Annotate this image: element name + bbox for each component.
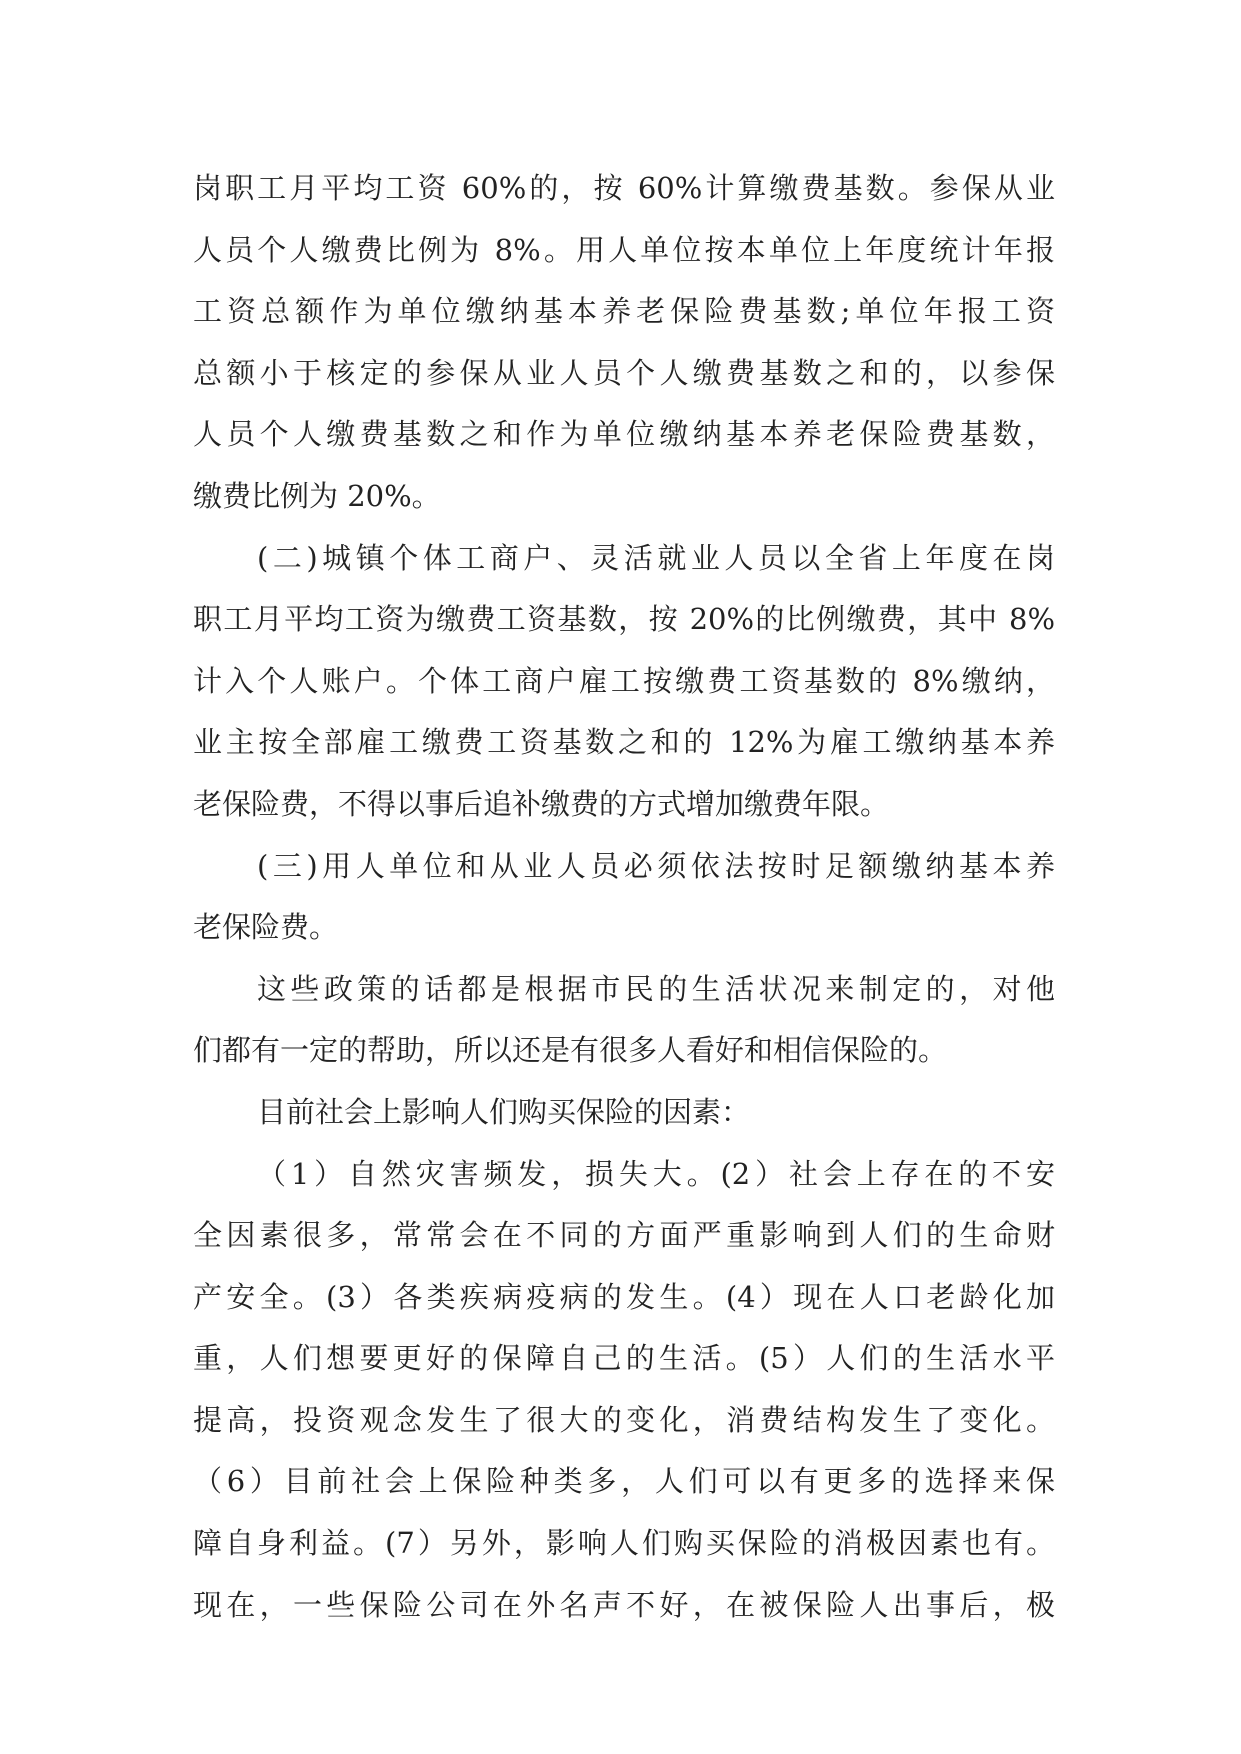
- text-line: 业主按全部雇工缴费工资基数之和的 12%为雇工缴纳基本养: [193, 725, 1055, 760]
- text-line: 提高，投资观念发生了很大的变化，消费结构发生了变化。: [193, 1402, 1055, 1437]
- text-line: 工资总额作为单位缴纳基本养老保险费基数;单位年报工资: [193, 294, 1055, 329]
- text-line: （1）自然灾害频发，损失大。(2）社会上存在的不安: [257, 1156, 1055, 1191]
- document-body: [193, 158, 1055, 1636]
- text-line: 缴费比例为 20%。: [193, 478, 441, 513]
- text-line: （6）目前社会上保险种类多，人们可以有更多的选择来保: [193, 1464, 1055, 1499]
- text-line: 人员个人缴费基数之和作为单位缴纳基本养老保险费基数，: [193, 417, 1055, 452]
- text-line: 们都有一定的帮助，所以还是有很多人看好和相信保险的。: [193, 1033, 948, 1068]
- text-line: 计入个人账户。个体工商户雇工按缴费工资基数的 8%缴纳，: [193, 663, 1055, 698]
- text-line: 现在，一些保险公司在外名声不好，在被保险人出事后，极: [193, 1587, 1055, 1622]
- text-line: (二)城镇个体工商户、灵活就业人员以全省上年度在岗: [257, 540, 1055, 575]
- text-line: 岗职工月平均工资 60%的，按 60%计算缴费基数。参保从业: [193, 171, 1055, 205]
- text-line: (三)用人单位和从业人员必须依法按时足额缴纳基本养: [257, 848, 1055, 883]
- text-line: 职工月平均工资为缴费工资基数，按 20%的比例缴费，其中 8%: [193, 602, 1055, 637]
- text-line: 全因素很多，常常会在不同的方面严重影响到人们的生命财: [193, 1218, 1055, 1253]
- text-line: 人员个人缴费比例为 8%。用人单位按本单位上年度统计年报: [193, 232, 1055, 267]
- text-line: 总额小于核定的参保从业人员个人缴费基数之和的，以参保: [193, 355, 1055, 390]
- text-line: 障自身利益。(7）另外，影响人们购买保险的消极因素也有。: [193, 1526, 1055, 1561]
- text-line: 目前社会上影响人们购买保险的因素：: [257, 1094, 751, 1129]
- text-line: 这些政策的话都是根据市民的生活状况来制定的，对他: [257, 971, 1055, 1006]
- text-line: 重，人们想要更好的保障自己的生活。(5）人们的生活水平: [193, 1341, 1055, 1376]
- text-line: 老保险费，不得以事后追补缴费的方式增加缴费年限。: [193, 786, 890, 821]
- text-line: 老保险费。: [193, 910, 339, 945]
- text-line: 产安全。(3）各类疾病疫病的发生。(4）现在人口老龄化加: [193, 1279, 1055, 1314]
